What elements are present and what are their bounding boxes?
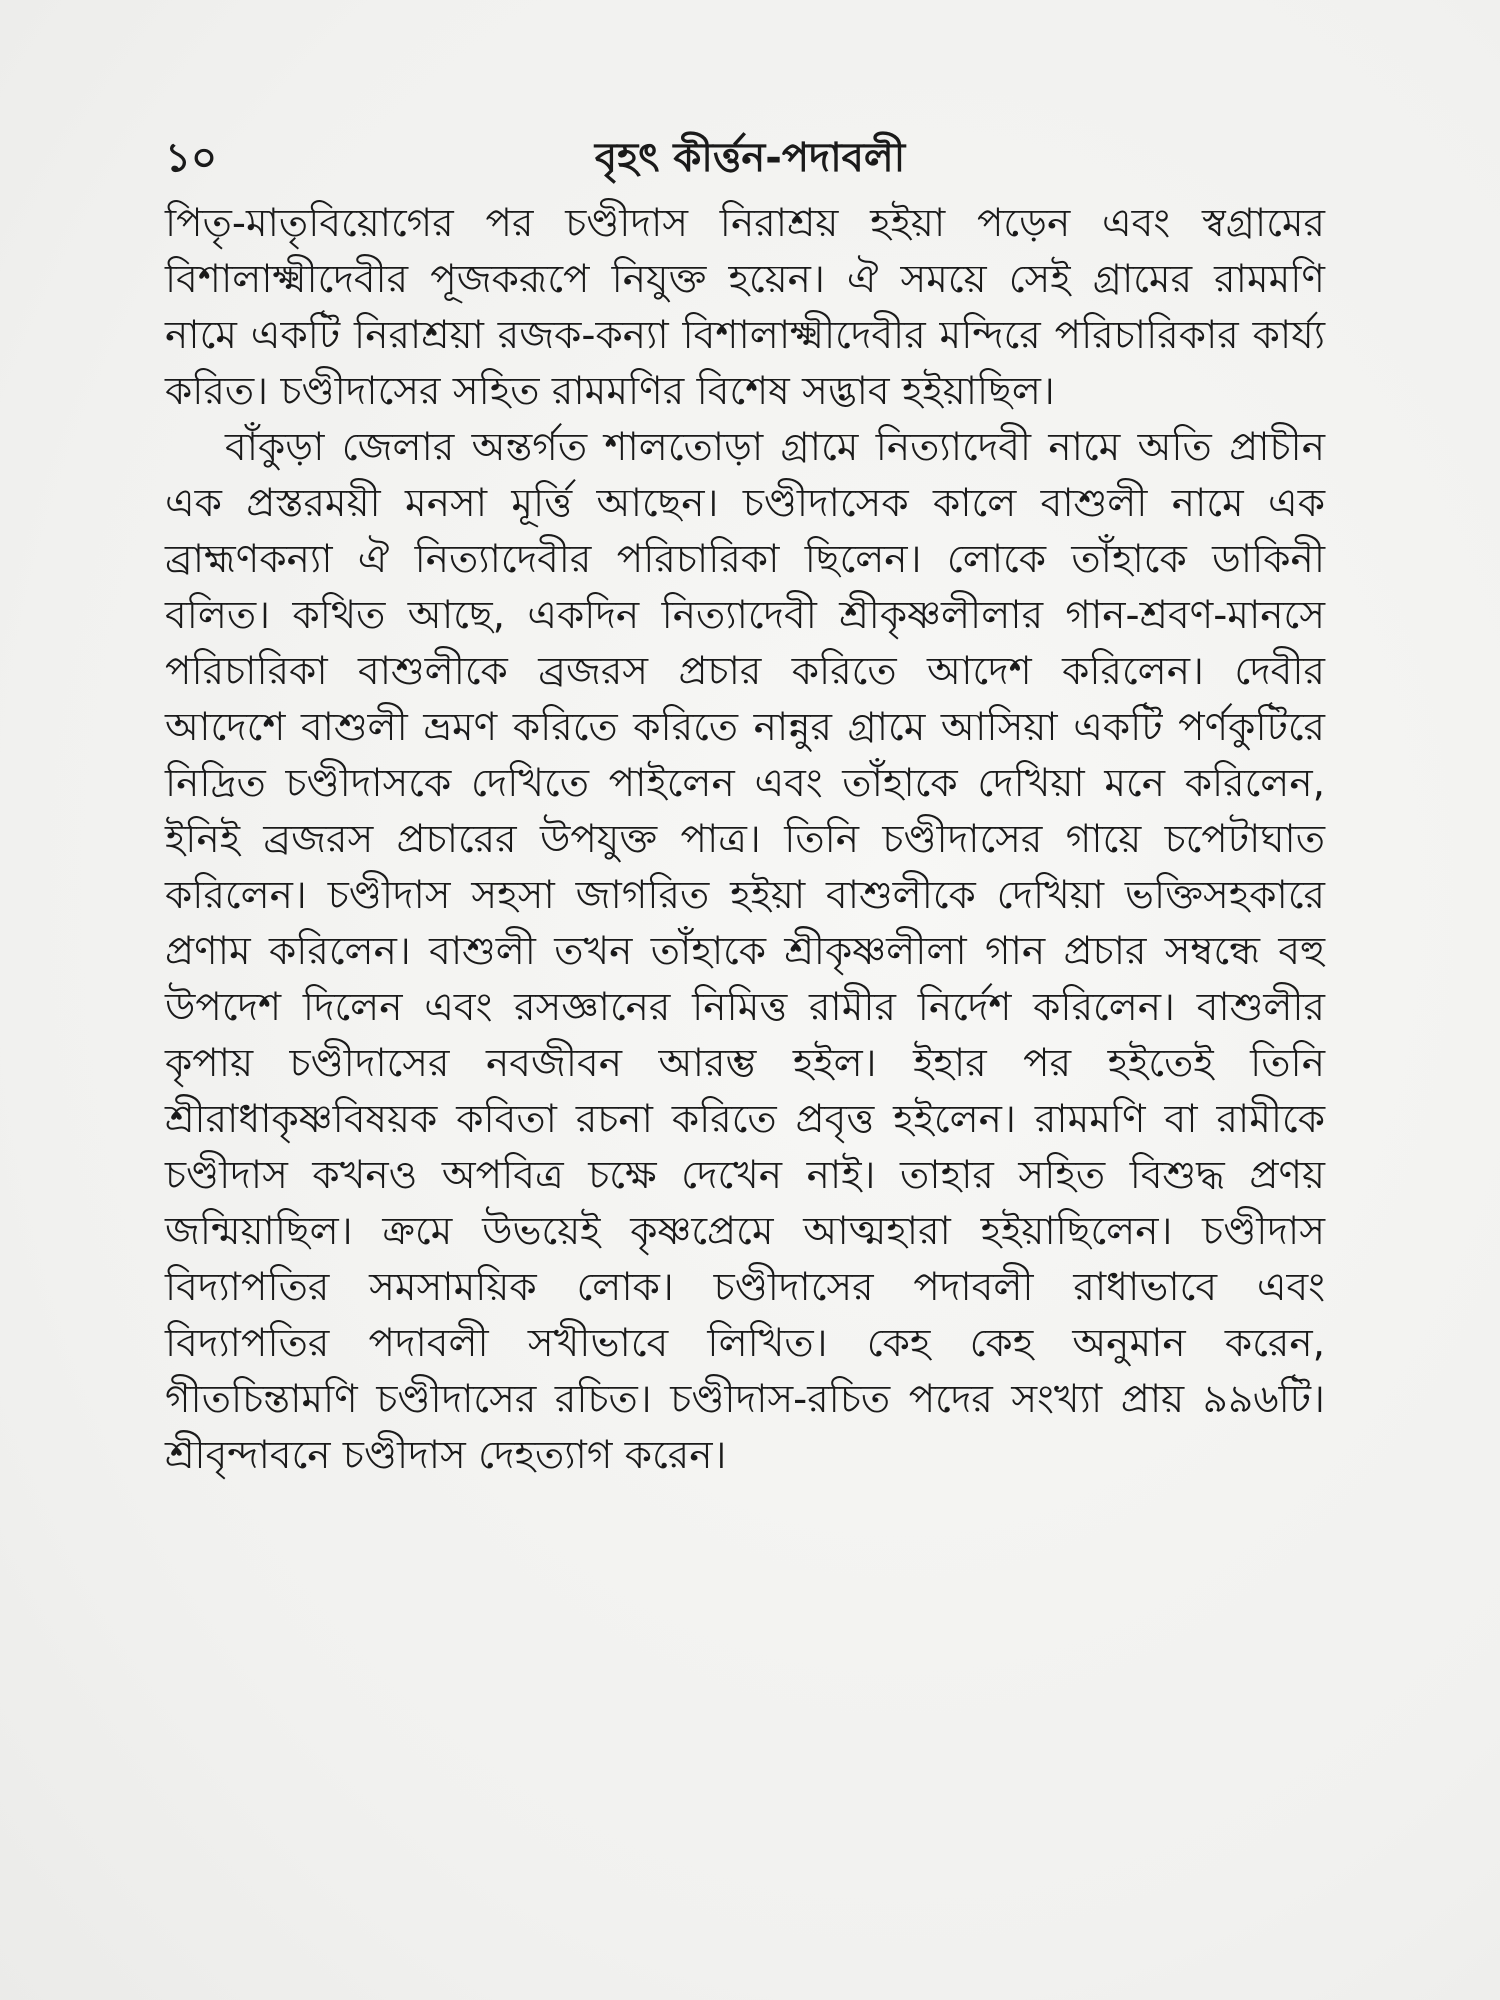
paragraph: পিতৃ-মাতৃবিয়োগের পর চণ্ডীদাস নিরাশ্রয় হইয়া পড়েন এবং স্বগ্রামের বিশালাক্ষ্মীদেবীর পূজকরূপে নিযুক্ত হয়েন। ঐ সময়ে সেই গ্রামের রামমণি নামে একটি নিরাশ্রয়া রজক-কন্যা বিশালাক্ষ্মীদেবীর মন্দিরে পরিচারিকার কার্য্য করিত। চণ্ডীদাসের সহিত রামমণির বিশেষ সদ্ভাব হইয়াছিল। (165, 201, 1325, 414)
page-number: ১০ (165, 135, 217, 181)
body-text (165, 196, 1325, 1876)
running-title: বৃহৎ কীর্ত্তন-পদাবলী (594, 135, 906, 181)
page-header (165, 128, 1335, 188)
paragraph: বাঁকুড়া জেলার অন্তর্গত শালতোড়া গ্রামে নিত্যাদেবী নামে অতি প্রাচীন এক প্রস্তরময়ী মনসা মূর্ত্তি আছেন। চণ্ডীদাসেক কালে বাশুলী নামে এক ব্রাহ্মণকন্যা ঐ নিত্যাদেবীর পরিচারিকা ছিলেন। লোকে তাঁহাকে ডাকিনী বলিত। কথিত আছে, একদিন নিত্যাদেবী শ্রীকৃষ্ণলীলার গান-শ্রবণ-মানসে পরিচারিকা বাশুলীকে ব্রজরস প্রচার করিতে আদেশ করিলেন। দেবীর আদেশে বাশুলী ভ্রমণ করিতে করিতে নান্নুর গ্রামে আসিয়া একটি পর্ণকুটিরে নিদ্রিত চণ্ডীদাসকে দেখিতে পাইলেন এবং তাঁহাকে দেখিয়া মনে করিলেন, ইনিই ব্রজরস প্রচারের উপযুক্ত পাত্র। তিনি চণ্ডীদাসের গায়ে চপেটাঘাত করিলেন। চণ্ডীদাস সহসা জাগরিত হইয়া বাশুলীকে দেখিয়া ভক্তিসহকারে প্রণাম করিলেন। বাশুলী তখন তাঁহাকে শ্রীকৃষ্ণলীলা গান প্রচার সম্বন্ধে বহু উপদেশ দিলেন এবং রসজ্ঞানের নিমিত্ত রামীর নির্দেশ করিলেন। বাশুলীর কৃপায় চণ্ডীদাসের নবজীবন আরম্ভ হইল। ইহার পর হইতেই তিনি শ্রীরাধাকৃষ্ণবিষয়ক কবিতা রচনা করিতে প্রবৃত্ত হইলেন। রামমণি বা রামীকে চণ্ডীদাস কখনও অপবিত্র চক্ষে দেখেন নাই। তাহার সহিত বিশুদ্ধ প্রণয় জন্মিয়াছিল। ক্রমে উভয়েই কৃষ্ণপ্রেমে আত্মহারা হইয়াছিলেন। চণ্ডীদাস বিদ্যাপতির সমসাময়িক লোক। চণ্ডীদাসের পদাবলী রাধাভাবে এবং বিদ্যাপতির পদাবলী সখীভাবে লিখিত। কেহ কেহ অনুমান করেন, গীতচিন্তামণি চণ্ডীদাসের রচিত। চণ্ডীদাস-রচিত পদের সংখ্যা প্রায় ৯৯৬টি। শ্রীবৃন্দাবনে চণ্ডীদাস দেহত্যাগ করেন। (165, 425, 1325, 1478)
